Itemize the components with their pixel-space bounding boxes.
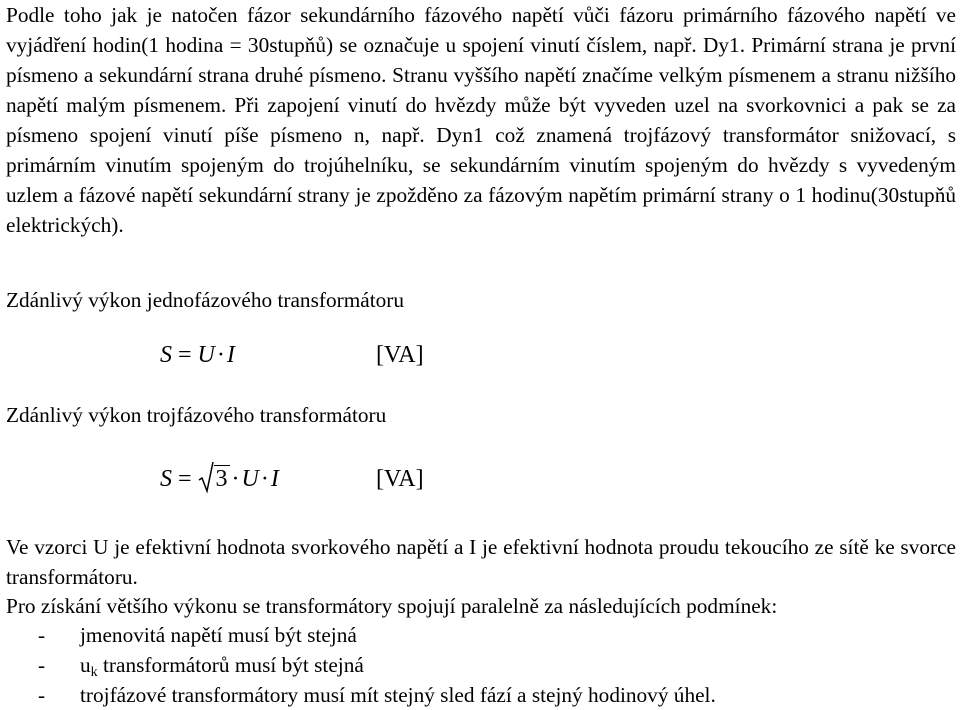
formula-symbol-i: I (226, 342, 235, 368)
list-item (6, 650, 716, 680)
formula-symbol-s: S (160, 342, 172, 368)
formula-unit: [VA] (376, 466, 424, 492)
square-root-sign-icon (198, 460, 214, 494)
formula-unit: [VA] (376, 342, 424, 368)
formula-dot: · (260, 466, 269, 492)
list-item-text: jmenovitá napětí musí být stejná (80, 623, 357, 647)
list-dash: - (38, 683, 46, 707)
square-root-value: 3 (215, 466, 228, 492)
list-item-text: trojfázové transformátory musí mít stejný sled fází a stejný hodinový úhel. (80, 683, 716, 707)
list-item-text (80, 653, 364, 680)
formula-dot: · (231, 466, 240, 492)
formula-single-phase (160, 340, 235, 370)
uk-symbol: u (80, 653, 91, 677)
paragraph-vector-group: Podle toho jak je natočen fázor sekundárního fázového napětí vůči fázoru primárního fázového napětí ve vyjádření hodin(1 hodina = 30stupňů) se označuje u spojení vinutí číslem, např. Dy1. Primární strana je první písmeno a sekundární strana druhé písmeno. Stranu vyššího napětí značíme velkým písmenem a stranu nižšího napětí malým písmenem. Při zapojení vinutí do hvězdy může být vyveden uzel na svorkovnici a pak se za písmeno spojení vinutí píše písmeno n, např. Dyn1 což znamená trojfázový transformátor snižovací, s primárním vinutím spojeným do trojúhelníku, se sekundárním vinutím spojeným do hvězdy s vyvedeným uzlem a fázové napětí sekundární strany je zpožděno za fázovým napětím primární strany o 1 hodinu(30stupňů elektrických). (6, 3, 956, 237)
uk-subscript: k (90, 665, 98, 680)
formula-symbol-u: U (241, 466, 259, 492)
list-item (6, 680, 716, 710)
formula-symbol-s: S (160, 466, 172, 492)
list-item-rest: transformátorů musí být stejná (97, 653, 364, 677)
conditions-list (6, 620, 716, 710)
paragraph-formula-explanation: Ve vzorci U je efektivní hodnota svorkového napětí a I je efektivní hodnota proudu tekoucího ze sítě ke svorce transformátoru. (6, 535, 956, 589)
formula-equals: = (178, 342, 192, 368)
list-item (6, 620, 716, 650)
formula-symbol-u: U (197, 342, 215, 368)
square-root (198, 464, 230, 494)
formula-symbol-i: I (270, 466, 279, 492)
list-dash: - (38, 653, 46, 677)
list-dash: - (38, 623, 46, 647)
formula-three-phase (160, 464, 279, 494)
formula-dot: · (216, 342, 225, 368)
paragraph-three-phase-heading: Zdánlivý výkon trojfázového transformátoru (6, 403, 387, 427)
paragraph-parallel-conditions-intro: Pro získání většího výkonu se transformátory spojují paralelně za následujících podmínek: (6, 594, 778, 618)
paragraph-single-phase-heading: Zdánlivý výkon jednofázového transformátoru (6, 288, 405, 312)
formula-equals: = (178, 466, 192, 492)
